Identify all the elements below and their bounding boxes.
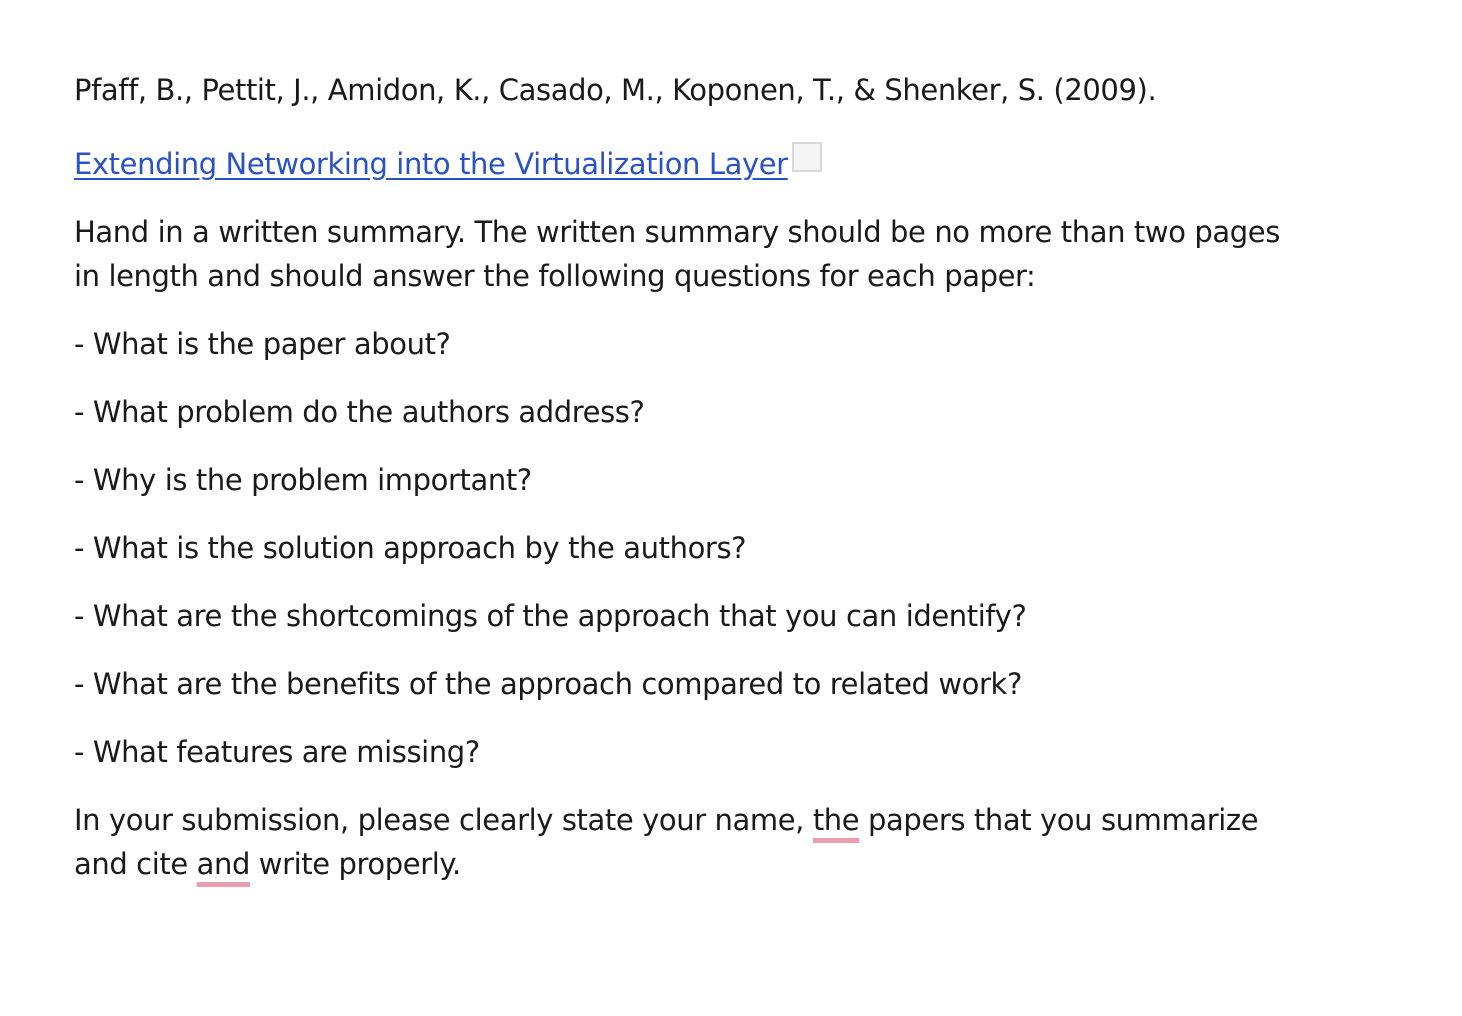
closing-paragraph (74, 798, 1304, 886)
paper-link[interactable]: Extending Networking into the Virtualization Layer (74, 147, 788, 181)
question-7: - What features are missing? (74, 735, 480, 769)
question-6: - What are the benefits of the approach compared to related work? (74, 667, 1022, 701)
closing-text-3: write properly. (249, 847, 461, 881)
paper-link-line (74, 142, 1304, 186)
spellcheck-word-and[interactable]: and (196, 847, 250, 881)
question-5: - What are the shortcomings of the approach that you can identify? (74, 599, 1027, 633)
spellcheck-word-the[interactable]: the (812, 803, 860, 837)
closing-text-1: In your submission, please clearly state your name, (74, 803, 813, 837)
question-4: - What is the solution approach by the authors? (74, 531, 747, 565)
citation-text: Pfaff, B., Pettit, J., Amidon, K., Casado, M., Koponen, T., & Shenker, S. (2009). (74, 73, 1157, 107)
external-link-icon[interactable] (792, 142, 822, 172)
question-2: - What problem do the authors address? (74, 395, 645, 429)
document-body (74, 68, 1304, 910)
instructions-paragraph: Hand in a written summary. The written summary should be no more than two pages in length and should answer the following questions for each paper: (74, 215, 1280, 293)
question-3: - Why is the problem important? (74, 463, 532, 497)
question-1: - What is the paper about? (74, 327, 451, 361)
closing-text-2: papers that you summarize and cite (74, 803, 1259, 881)
